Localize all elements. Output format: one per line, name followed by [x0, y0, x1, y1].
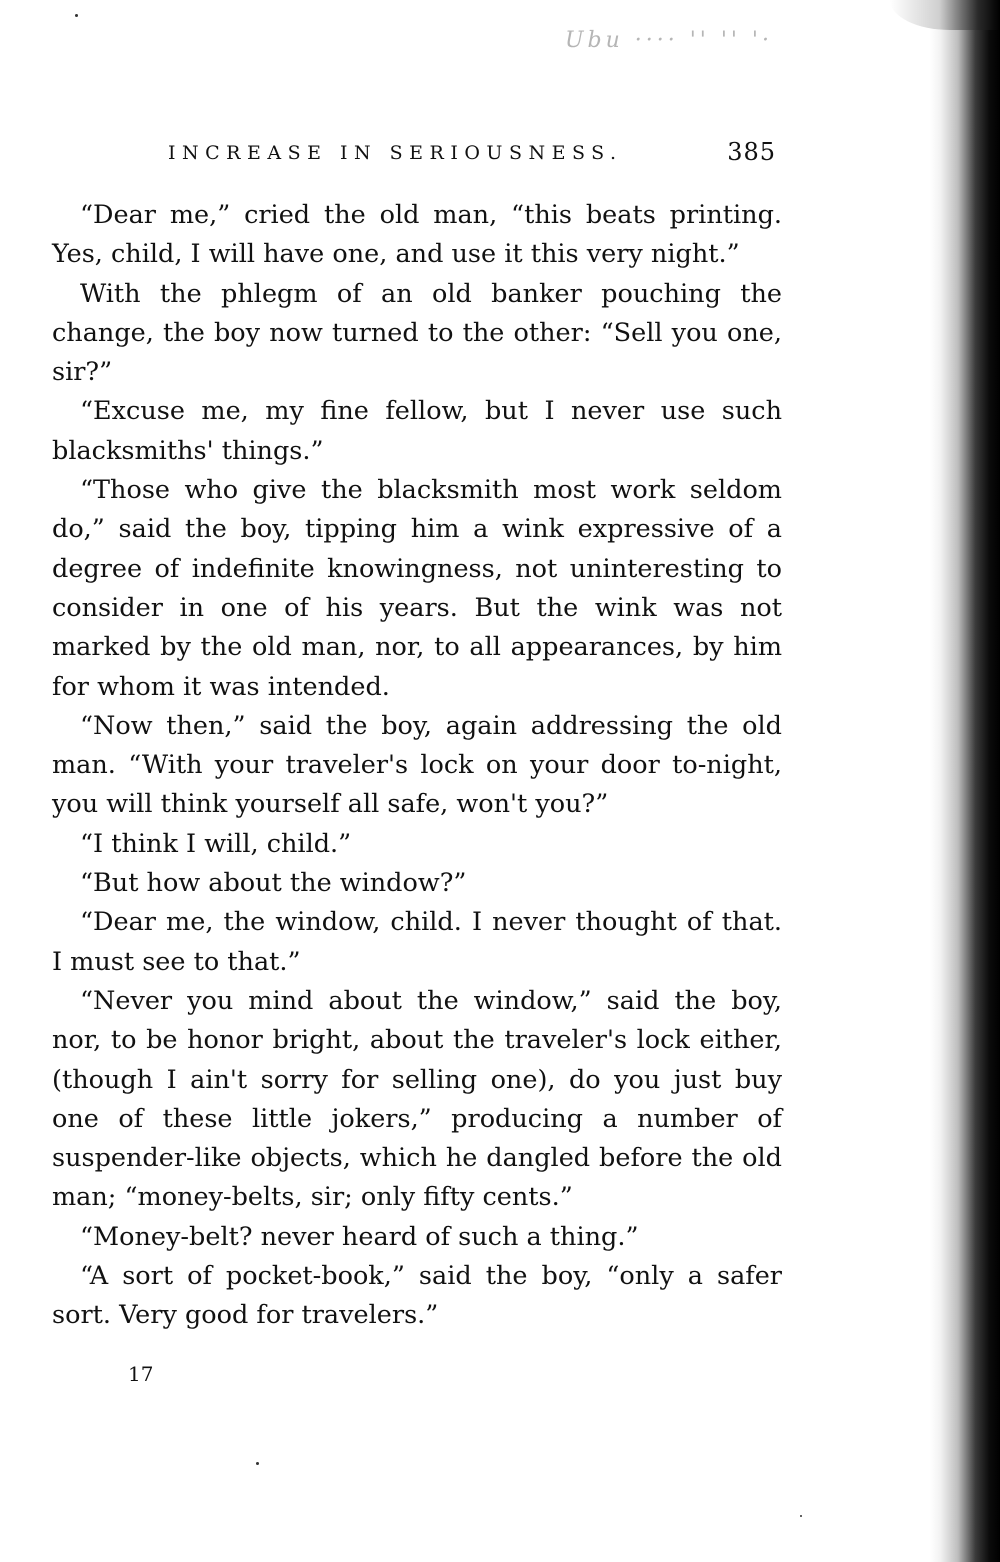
- paragraph: “I think I will, child.”: [80, 828, 352, 859]
- paragraph: “Now then,” said the boy, again addressing the old man. “With your traveler's lock on your door to-night, you will think yourself all safe, won't you?”: [52, 710, 782, 820]
- running-head: [168, 138, 778, 172]
- book-binding-edge: [930, 0, 1000, 1562]
- ink-speck: [800, 1515, 802, 1517]
- ink-speck: [256, 1462, 259, 1465]
- paragraph: “Excuse me, my fine fellow, but I never use such blacksmiths' things.”: [52, 396, 782, 466]
- ink-speck: [75, 14, 78, 17]
- paragraph: “Money-belt? never heard of such a thing.”: [80, 1221, 639, 1252]
- paragraph: “Dear me,” cried the old man, “this beats printing. Yes, child, I will have one, and use it this very night.”: [52, 200, 782, 270]
- running-title: INCREASE IN SERIOUSNESS.: [168, 142, 623, 164]
- paragraph: “But how about the window?”: [80, 868, 467, 899]
- paragraph: With the phlegm of an old banker pouching the change, the boy now turned to the other: “Sell you one, sir?”: [52, 278, 782, 388]
- paragraph: “Those who give the blacksmith most work seldom do,” said the boy, tipping him a wink expressive of a degree of indefinite knowingness, not uninteresting to consider in one of his years. But the wink was not marked by the old man, nor, to all appearances, by him for whom it was intended.: [52, 475, 782, 702]
- page-number: 385: [727, 138, 776, 166]
- body-text: [52, 196, 782, 1336]
- paragraph: “Never you mind about the window,” said the boy, nor, to be honor bright, about the traveler's lock either, (though I ain't sorry for selling one), do you just buy one of these little jokers,” producing a number of suspender-like objects, which he dangled before the old man; “money-belts, sir; only fifty cents.”: [52, 985, 782, 1213]
- paragraph: “A sort of pocket-book,” said the boy, “only a safer sort. Very good for travelers.”: [52, 1261, 782, 1331]
- paragraph: “Dear me, the window, child. I never thought of that. I must see to that.”: [52, 907, 782, 977]
- page-corner-shadow: [890, 0, 1000, 30]
- handwritten-mark: Ubu ···· '' '' '·: [565, 28, 773, 53]
- signature-mark: 17: [128, 1362, 154, 1386]
